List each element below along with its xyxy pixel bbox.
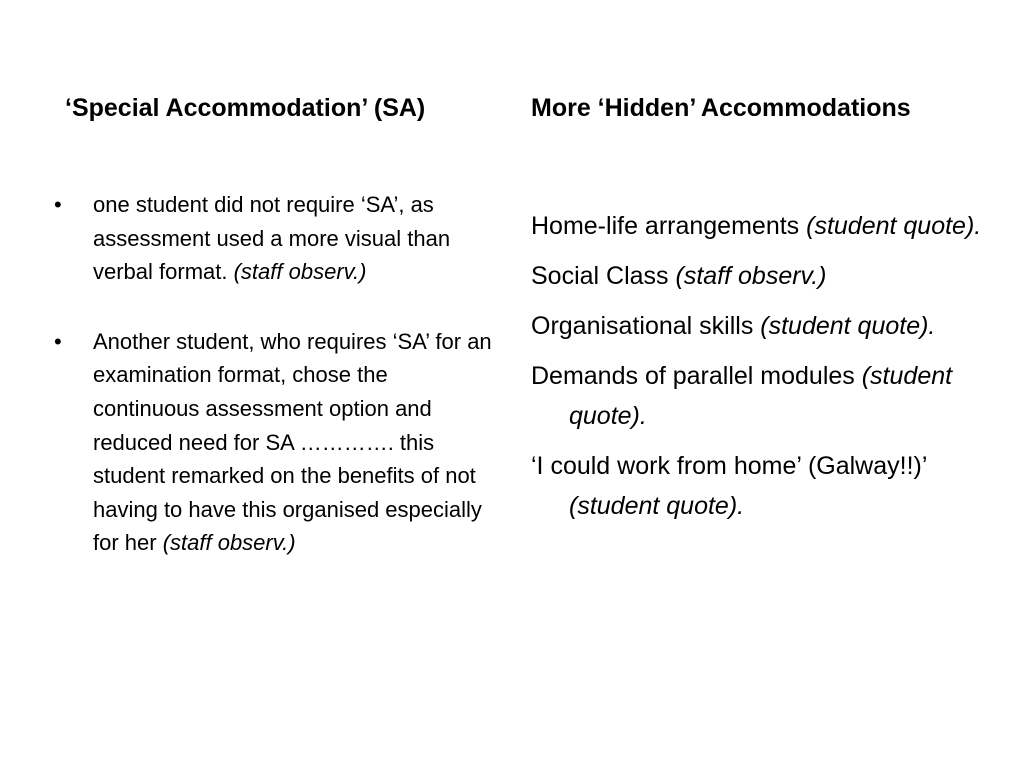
- source-note: (staff observ.): [233, 259, 367, 285]
- source-note: (student quote).: [569, 492, 745, 520]
- hidden-accommodations-list: [531, 206, 1001, 536]
- right-column-title: More ‘Hidden’ Accommodations: [531, 94, 911, 122]
- list-item: [531, 206, 1001, 246]
- bullet-text: one student did not require ‘SA’, as assessment used a more visual than verbal format.: [93, 192, 451, 285]
- bullet-text: Another student, who requires ‘SA’ for an examination format, chose the continuous assessment option and reduced need for SA …………. this student remarked on the benefits of not having to have this organised especially for her: [93, 328, 492, 556]
- source-note: (student quote).: [760, 312, 936, 340]
- source-note: (student quote).: [569, 362, 953, 430]
- list-item: [531, 446, 1001, 526]
- left-column-title: ‘Special Accommodation’ (SA): [65, 94, 426, 122]
- item-text: Social Class: [531, 262, 676, 290]
- list-item: [531, 306, 1001, 346]
- item-text: Organisational skills: [531, 312, 761, 340]
- item-text: Demands of parallel modules: [531, 362, 862, 390]
- item-text: Home-life arrangements: [531, 212, 807, 240]
- list-item: [531, 256, 1001, 296]
- source-note: (staff observ.): [675, 262, 827, 290]
- list-item: [52, 188, 492, 289]
- source-note: (staff observ.): [162, 530, 296, 556]
- special-accommodation-list: [52, 188, 492, 596]
- bullet-icon: •: [54, 192, 62, 217]
- item-text: ‘I could work from home’ (Galway!!)’: [531, 452, 927, 480]
- list-item: [52, 325, 492, 560]
- list-item: [531, 356, 1001, 436]
- source-note: (student quote).: [806, 212, 982, 240]
- bullet-icon: •: [54, 328, 62, 354]
